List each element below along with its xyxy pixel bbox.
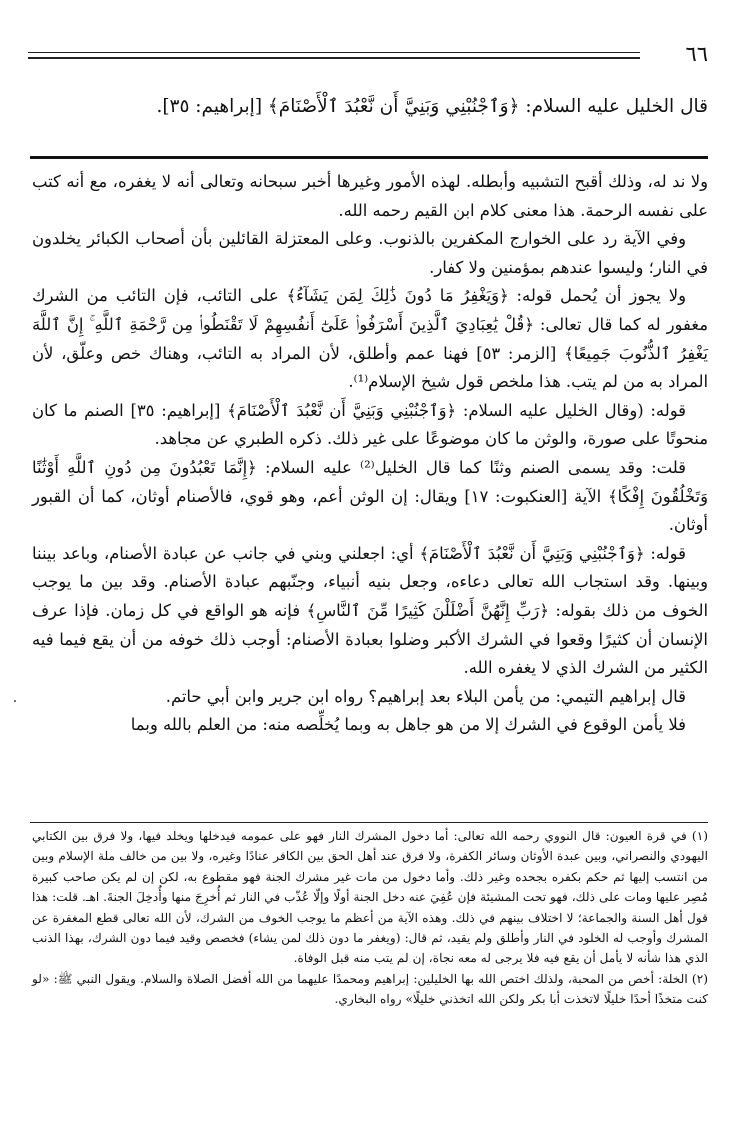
paragraph: ولا يجوز أن يُحمل قوله: ﴿وَيَغْفِرُ مَا دُونَ ذَٰلِكَ لِمَن يَشَآءُ﴾ على التائب، فإن التائب من الشرك مغفور له كما قال تعالى: ﴿قُلْ يَٰعِبَادِيَ ٱلَّذِينَ أَسْرَفُوا۟ عَلَىٰٓ أَنفُسِهِمْ لَا تَقْنَطُوا۟ مِن رَّحْمَةِ ٱللَّهِ ۚ إِنَّ ٱللَّهَ يَغْفِرُ ٱلذُّنُوبَ جَمِيعًا﴾ [الزمر: ٥٣] فهنا عمم وأطلق، لأن المراد به التائب، وهناك خص وعلّق، لأن المراد به من لم يتب. هذا ملخص قول شيخ الإسلام⁽¹⁾. [32,286,708,392]
footnote: (١) في قرة العيون: قال النووي رحمه الله تعالى: أما دخول المشرك النار فهو على عمومه فيدخلها ويخلد فيها، ولا فرق بين الكتابي اليهودي والنصراني، وبين عبدة الأوثان وسائر الكفرة، ولا فرق عند أهل الحق بين الكافر عنادًا وغيره، ولا بين من خالف ملة الإسلام وبين من انتسب إليها ثم حكم بكفره بجحده وغير ذلك. وأما دخول من مات غير مشرك الجنة فهو مقطوع به، لكن إن لم يكن صاحب كبيرة مُصِر عليها ومات على ذلك، فهو تحت المشيئة فإن عُفِيَ عنه دخل الجنة أولًا وإلّا عُذّب في النار ثم أُخرِجَ منها وأُدخِلَ الجنةَ. اهـ. قلت: هذا قول أهل السنة والجماعة؛ لا اختلاف بينهم في ذلك. وهذه الآية من أعظم ما يوجب الخوف من الشرك، لأن الله تعالى قطع المغفرة عن المشرك وأوجب له الخلود في النار وأطلق ولم يقيد، ثم قال: (ويغفر ما دون ذلك لمن يشاء) فخصص وقيد فيما دون الشرك، بهذا الذنب الذي هذا شأنه لا يأمل أن يقع فيه فلا يرجى له معه نجاة، إن لم يتب منه قبل الوفاة. [32,829,708,966]
chapter-heading: قال الخليل عليه السلام: ﴿وَٱجْنُبْنِي وَبَنِيَّ أَن نَّعْبُدَ ٱلْأَصْنَامَ﴾ [إبراهيم: ٣٥]. [156,96,708,117]
paragraph: فلا يأمن الوقوع في الشرك إلا من هو جاهل به وبما يُخلِّصه منه: من العلم بالله وبما [130,715,686,735]
footnote-divider [30,822,708,823]
header-rule-top [28,52,640,53]
page-number: ٦٦ [685,42,708,66]
paragraph: قوله: (وقال الخليل عليه السلام: ﴿وَٱجْنُبْنِي وَبَنِيَّ أَن نَّعْبُدَ ٱلْأَصْنَامَ﴾ [إبراهيم: ٣٥] الصنم ما كان منحوتًا على صورة، والوثن ما كان موضوعًا على غير ذلك. ذكره الطبري عن مجاهد. [32,400,708,449]
paragraph: قال إبراهيم التيمي: من يأمن البلاء بعد إبراهيم؟ رواه ابن جرير وابن أبي حاتم. [165,686,686,706]
paragraph: قوله: ﴿وَٱجْنُبْنِي وَبَنِيَّ أَن نَّعْبُدَ ٱلْأَصْنَامَ﴾ أي: اجعلني وبني في جانب عن عبادة الأصنام، وباعد بيننا وبينها. وقد استجاب الله تعالى دعاءه، وجعل بنيه أنبياء، وجنّبهم عبادة الأصنام. وقد بين ما يوجب الخوف من ذلك بقوله: ﴿رَبِّ إِنَّهُنَّ أَضْلَلْنَ كَثِيرًا مِّنَ ٱلنَّاسِ﴾ فإنه هو الواقع في كل زمان. فإذا عرف الإنسان أن كثيرًا وقعوا في الشرك الأكبر وضلوا بعبادة الأصنام: أوجب ذلك خوفه من أن يقع فيما فيه الكثير من الشرك الذي لا يغفره الله. [32,543,708,678]
paragraph: ولا ند له، وذلك أقبح التشبيه وأبطله. لهذه الأمور وغيرها أخبر سبحانه وتعالى أنه لا يغفره، مع أنه كتب على نفسه الرحمة. هذا معنى كلام ابن القيم رحمه الله. [32,172,708,220]
margin-mark [14,700,16,702]
body-text [32,168,708,740]
paragraph: قلت: وقد يسمى الصنم وثنًا كما قال الخليل⁽²⁾ عليه السلام: ﴿إِنَّمَا تَعْبُدُونَ مِن دُونِ ٱللَّهِ أَوْثَٰنًا وَتَخْلُقُونَ إِفْكًا﴾ الآية [العنكبوت: ١٧] ويقال: إن الوثن أعم، وهو قوي، فالأصنام أوثان، كما أن القبور أوثان. [32,457,708,535]
paragraph: وفي الآية رد على الخوارج المكفرين بالذنوب. وعلى المعتزلة القائلين بأن أصحاب الكبائر يخلدون في النار؛ وليسوا عندهم بمؤمنين ولا كفار. [32,229,708,277]
footnote: (٢) الخلة: أخص من المحبة، ولذلك اختص الله بها الخليلين: إبراهيم ومحمدًا عليهما من الله أفضل الصلاة والسلام. ويقول النبي ﷺ: «لو كنت متخذًا أحدًا خليلًا لاتخذت أبا بكر ولكن الله اتخذني خليلًا» رواه البخاري. [32,971,708,1007]
footnotes [32,826,708,1010]
heading-divider [30,156,708,159]
header-rule-bottom [28,57,640,59]
